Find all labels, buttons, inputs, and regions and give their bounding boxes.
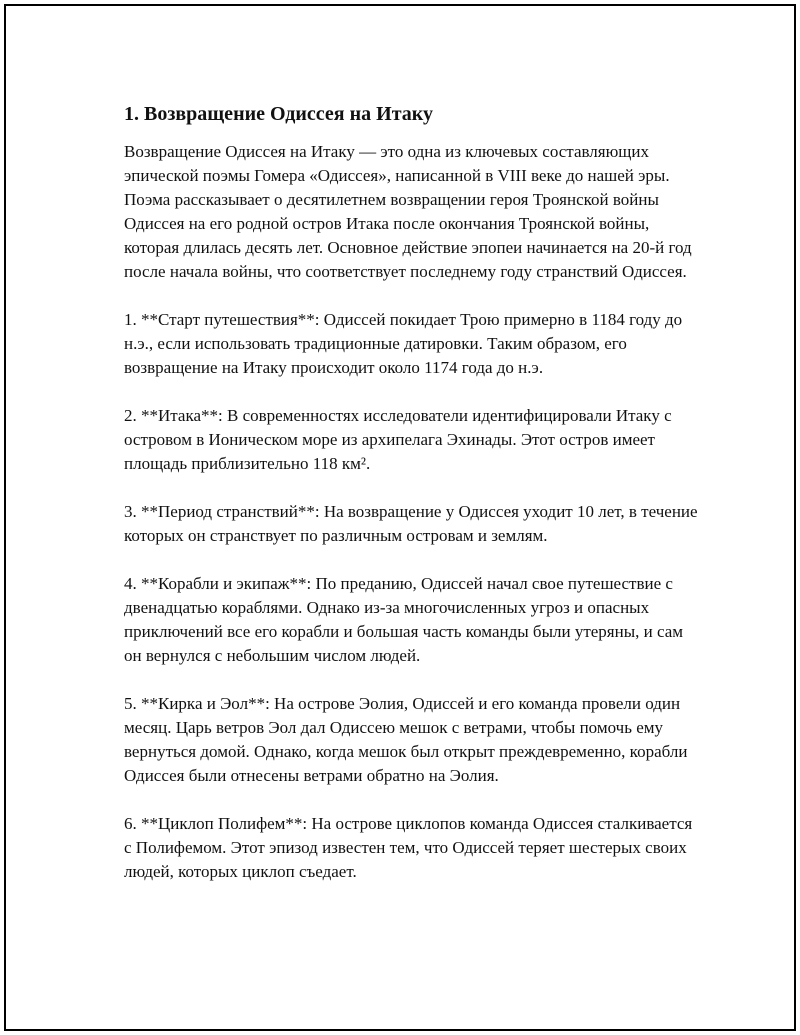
intro-paragraph: Возвращение Одиссея на Итаку — это одна из ключевых составляющих эпической поэмы Гомера «Одиссея», написанной в VIII веке до нашей эры. Поэма рассказывает о десятилетнем возвращении героя Троянской войны Одиссея на его родной остров Итака после окончания Троянской войны, которая длилась десять лет. Основное действие эпопеи начинается на 20-й год после начала войны, что соответствует последнему году странствий Одиссея. <box>124 142 692 281</box>
list-item-ships-crew: 4. **Корабли и экипаж**: По преданию, Одиссей начал свое путешествие с двенадцатью кораблями. Однако из-за многочисленных угроз и опасных приключений все его корабли и большая часть команды были утеряны, и сам он вернулся с небольшим числом людей. <box>124 574 684 665</box>
list-item-ithaca: 2. **Итака**: В современностях исследователи идентифицировали Итаку с островом в Ионическом море из архипелага Эхинады. Этот остров имеет площадь приблизительно 118 км². <box>124 406 672 473</box>
list-item-wandering-period: 3. **Период странствий**: На возвращение у Одиссея уходит 10 лет, в течение которых он странствует по различным островам и землям. <box>124 502 698 545</box>
document-content <box>124 102 704 908</box>
document-title: 1. Возвращение Одиссея на Итаку <box>124 103 434 125</box>
page-frame <box>4 4 796 1031</box>
list-item-journey-start: 1. **Старт путешествия**: Одиссей покидает Трою примерно в 1184 году до н.э., если использовать традиционные датировки. Таким образом, его возвращение на Итаку происходит около 1174 года до н.э. <box>124 310 683 377</box>
list-item-cyclops-polyphemus: 6. **Циклоп Полифем**: На острове циклопов команда Одиссея сталкивается с Полифемом. Этот эпизод известен тем, что Одиссей теряет шестерых своих людей, которых циклоп съедает. <box>124 814 693 881</box>
list-item-circe-aeolus: 5. **Кирка и Эол**: На острове Эолия, Одиссей и его команда провели один месяц. Царь ветров Эол дал Одиссею мешок с ветрами, чтобы помочь ему вернуться домой. Однако, когда мешок был открыт преждевременно, корабли Одиссея были отнесены ветрами обратно на Эолия. <box>124 694 688 785</box>
